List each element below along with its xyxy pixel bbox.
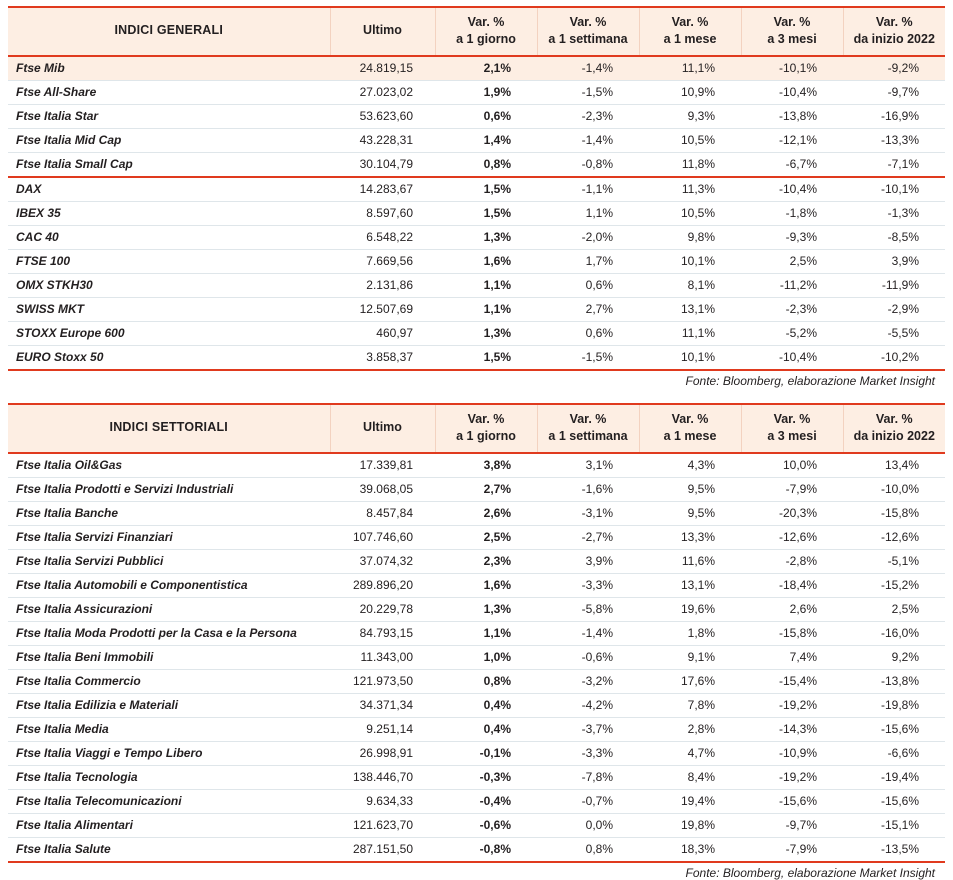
header-line1: Var. % — [875, 411, 913, 426]
last-value-cell: 287.151,50 — [352, 842, 413, 856]
var-1w-cell: -0,7% — [537, 789, 639, 813]
var-3m-cell: -19,2% — [741, 765, 843, 789]
var-1m-cell: 19,4% — [639, 789, 741, 813]
table-row — [8, 104, 945, 128]
var-1d-cell: -0,3% — [435, 765, 537, 789]
index-name-cell: Ftse Italia Beni Immobili — [8, 645, 330, 669]
var-1d-cell: 1,3% — [435, 225, 537, 249]
last-value-cell: 14.283,67 — [330, 177, 435, 202]
index-name-cell: Ftse Italia Servizi Finanziari — [8, 525, 330, 549]
table-row — [8, 453, 945, 478]
column-header-name: INDICI SETTORIALI — [8, 404, 330, 453]
header-line1: Var. % — [773, 15, 811, 29]
table-row — [8, 813, 945, 837]
index-name-cell: Ftse Italia Banche — [8, 501, 330, 525]
table-row — [8, 549, 945, 573]
index-name-cell: Ftse Italia Mid Cap — [8, 128, 330, 152]
var-ytd-cell: -10,1% — [843, 177, 945, 202]
var-1m-cell: 17,6% — [639, 669, 741, 693]
var-1d-cell: 1,3% — [435, 321, 537, 345]
table-row — [8, 56, 945, 81]
var-ytd-cell: -5,1% — [843, 549, 945, 573]
table-row — [8, 201, 945, 225]
var-ytd-cell: -9,7% — [843, 80, 945, 104]
index-name-cell: Ftse Italia Servizi Pubblici — [8, 549, 330, 573]
var-ytd-cell: -16,0% — [843, 621, 945, 645]
var-3m-cell: -11,2% — [741, 273, 843, 297]
var-1w-cell: -0,8% — [537, 152, 639, 177]
last-value-cell: 289.896,20 — [330, 573, 435, 597]
var-3m-cell: -12,1% — [741, 128, 843, 152]
var-1w-cell: -1,4% — [537, 621, 639, 645]
index-name-cell: Ftse Italia Prodotti e Servizi Industriali — [8, 477, 330, 501]
var-3m-cell: -18,4% — [741, 573, 843, 597]
index-name-cell: IBEX 35 — [8, 201, 330, 225]
var-1m-cell: 8,1% — [639, 273, 741, 297]
var-ytd-cell: -5,5% — [843, 321, 945, 345]
index-name-cell: OMX STKH30 — [8, 273, 330, 297]
var-ytd-cell: 3,9% — [843, 249, 945, 273]
var-1d-cell: 0,4% — [435, 717, 537, 741]
var-ytd-cell: -9,2% — [843, 56, 945, 81]
index-name-cell: Ftse Italia Salute — [16, 842, 111, 856]
var-1w-cell: -2,3% — [537, 104, 639, 128]
header-line1: Var. % — [671, 411, 709, 426]
table-row — [8, 128, 945, 152]
column-header-var-1d — [435, 7, 537, 56]
table-row — [8, 645, 945, 669]
table-row — [8, 837, 945, 861]
var-1m-cell: 10,5% — [639, 128, 741, 152]
var-1m-cell: 10,5% — [639, 201, 741, 225]
var-ytd-cell: -13,3% — [843, 128, 945, 152]
var-1m-cell: 9,5% — [639, 501, 741, 525]
column-header-last: Ultimo — [330, 7, 435, 56]
index-name-cell: Ftse Italia Small Cap — [8, 152, 330, 177]
var-1w-cell: -7,8% — [537, 765, 639, 789]
var-3m-cell: 10,0% — [741, 453, 843, 478]
var-ytd-cell: -15,1% — [843, 813, 945, 837]
var-1d-cell: 1,5% — [435, 201, 537, 225]
var-1w-cell: -1,4% — [537, 128, 639, 152]
var-1w-cell: -3,3% — [537, 573, 639, 597]
var-1w-cell: -3,1% — [537, 501, 639, 525]
column-header-var-3m — [741, 404, 843, 453]
var-1w-cell: 0,8% — [585, 842, 613, 856]
var-3m-cell: -7,9% — [741, 477, 843, 501]
var-ytd-cell: -10,2% — [880, 350, 919, 365]
var-1m-cell: 10,1% — [639, 249, 741, 273]
table-row — [8, 321, 945, 345]
header-row — [8, 7, 945, 56]
source-note-generali: Fonte: Bloomberg, elaborazione Market Insight — [685, 373, 935, 388]
column-header-var-1d — [435, 404, 537, 453]
var-3m-cell: -10,9% — [741, 741, 843, 765]
header-line2: a 1 settimana — [548, 31, 628, 46]
var-1m-cell: 13,3% — [639, 525, 741, 549]
table-body — [8, 56, 945, 369]
var-1m-cell: 11,1% — [639, 56, 741, 81]
var-3m-cell: -12,6% — [741, 525, 843, 549]
var-3m-cell: -2,8% — [741, 549, 843, 573]
var-3m-cell: -15,4% — [741, 669, 843, 693]
header-line2: a 1 mese — [663, 428, 717, 443]
index-name-cell: Ftse Italia Commercio — [8, 669, 330, 693]
column-header-var-3m — [741, 7, 843, 56]
var-3m-cell: -2,3% — [741, 297, 843, 321]
table-row — [8, 621, 945, 645]
var-3m-cell: -14,3% — [741, 717, 843, 741]
index-name-cell: Ftse Italia Viaggi e Tempo Libero — [8, 741, 330, 765]
var-ytd-cell: 13,4% — [843, 453, 945, 478]
last-value-cell: 138.446,70 — [330, 765, 435, 789]
var-1w-cell: -4,2% — [537, 693, 639, 717]
index-name-cell: SWISS MKT — [8, 297, 330, 321]
var-1w-cell: 1,1% — [537, 201, 639, 225]
var-ytd-cell: -15,6% — [843, 789, 945, 813]
var-1d-cell: 0,8% — [435, 669, 537, 693]
header-line2: a 1 giorno — [456, 428, 516, 443]
var-ytd-cell: -11,9% — [843, 273, 945, 297]
table-row — [8, 297, 945, 321]
var-ytd-cell: -15,6% — [843, 717, 945, 741]
last-value-cell: 20.229,78 — [330, 597, 435, 621]
var-ytd-cell: -15,8% — [843, 501, 945, 525]
last-value-cell: 11.343,00 — [330, 645, 435, 669]
index-name-cell: CAC 40 — [8, 225, 330, 249]
header-line1: Var. % — [467, 15, 505, 29]
var-1d-cell: 1,3% — [435, 597, 537, 621]
last-value-cell: 9.634,33 — [330, 789, 435, 813]
var-1m-cell: 2,8% — [639, 717, 741, 741]
table-header — [8, 7, 945, 56]
var-1d-cell: 1,6% — [435, 249, 537, 273]
column-header-var-ytd — [843, 404, 945, 453]
last-value-cell: 460,97 — [330, 321, 435, 345]
last-value-cell: 27.023,02 — [330, 80, 435, 104]
var-ytd-cell: -19,4% — [843, 765, 945, 789]
header-line2: a 3 mesi — [767, 428, 817, 443]
table-row — [8, 225, 945, 249]
table-row — [8, 741, 945, 765]
var-ytd-cell: -8,5% — [843, 225, 945, 249]
var-1m-cell: 11,6% — [639, 549, 741, 573]
var-1m-cell: 19,8% — [639, 813, 741, 837]
var-1d-cell: 1,5% — [435, 177, 537, 202]
table-row — [8, 249, 945, 273]
index-name-cell: Ftse Mib — [8, 56, 330, 81]
header-line1: Var. % — [569, 411, 607, 426]
last-value-cell: 107.746,60 — [330, 525, 435, 549]
header-line2: a 1 giorno — [456, 31, 516, 46]
var-1w-cell: -0,6% — [537, 645, 639, 669]
var-1d-cell: 1,6% — [435, 573, 537, 597]
var-3m-cell: 2,6% — [741, 597, 843, 621]
header-line1: Var. % — [875, 15, 913, 29]
column-header-var-ytd — [843, 7, 945, 56]
last-value-cell: 121.973,50 — [330, 669, 435, 693]
var-1w-cell: 0,6% — [537, 273, 639, 297]
var-1w-cell: -1,4% — [537, 56, 639, 81]
var-ytd-cell: -10,0% — [843, 477, 945, 501]
var-1w-cell: -1,5% — [537, 80, 639, 104]
var-1m-cell: 13,1% — [639, 573, 741, 597]
var-1m-cell: 9,5% — [639, 477, 741, 501]
var-1d-cell: 3,8% — [435, 453, 537, 478]
table-row — [8, 501, 945, 525]
var-1m-cell: 11,8% — [639, 152, 741, 177]
var-1m-cell: 9,1% — [639, 645, 741, 669]
last-value-cell: 30.104,79 — [330, 152, 435, 177]
var-1d-cell: 1,5% — [483, 350, 511, 365]
table-body — [8, 453, 945, 861]
var-ytd-cell: -1,3% — [843, 201, 945, 225]
table-row — [8, 669, 945, 693]
header-line1: Var. % — [773, 411, 811, 426]
last-value-cell: 24.819,15 — [330, 56, 435, 81]
var-1m-cell: 4,3% — [639, 453, 741, 478]
last-value-cell: 7.669,56 — [330, 249, 435, 273]
var-1d-cell: 1,1% — [435, 273, 537, 297]
var-1w-cell: 2,7% — [537, 297, 639, 321]
var-1d-cell: -0,4% — [435, 789, 537, 813]
var-ytd-cell: -15,2% — [843, 573, 945, 597]
last-value-cell: 17.339,81 — [330, 453, 435, 478]
var-ytd-cell: 2,5% — [843, 597, 945, 621]
header-line2: a 1 mese — [663, 31, 717, 46]
last-value-cell: 8.597,60 — [330, 201, 435, 225]
index-name-cell: Ftse Italia Tecnologia — [8, 765, 330, 789]
var-3m-cell: -10,1% — [741, 56, 843, 81]
var-1w-cell: -1,1% — [537, 177, 639, 202]
var-1w-cell: -3,7% — [537, 717, 639, 741]
var-1m-cell: 1,8% — [639, 621, 741, 645]
indici-generali-table — [8, 6, 945, 369]
header-line2: da inizio 2022 — [853, 428, 935, 443]
index-name-cell: Ftse Italia Oil&Gas — [8, 453, 330, 478]
index-name-cell: Ftse Italia Moda Prodotti per la Casa e la Persona — [8, 621, 330, 645]
var-3m-cell: -15,8% — [741, 621, 843, 645]
var-1w-cell: 3,1% — [537, 453, 639, 478]
var-1w-cell: 0,0% — [537, 813, 639, 837]
last-value-cell: 8.457,84 — [330, 501, 435, 525]
table-row — [8, 765, 945, 789]
var-1d-cell: 2,6% — [435, 501, 537, 525]
var-1m-cell: 19,6% — [639, 597, 741, 621]
last-value-cell: 2.131,86 — [330, 273, 435, 297]
var-1d-cell: 2,1% — [435, 56, 537, 81]
table-row — [8, 693, 945, 717]
table-row — [8, 789, 945, 813]
last-value-cell: 9.251,14 — [330, 717, 435, 741]
header-line1: Var. % — [569, 15, 607, 29]
last-value-cell: 43.228,31 — [330, 128, 435, 152]
var-1w-cell: 1,7% — [537, 249, 639, 273]
var-3m-cell: -13,8% — [741, 104, 843, 128]
last-value-cell: 121.623,70 — [330, 813, 435, 837]
table-row — [8, 345, 945, 369]
var-1d-cell: -0,1% — [435, 741, 537, 765]
var-3m-cell: 7,4% — [741, 645, 843, 669]
header-line1: Var. % — [671, 15, 709, 29]
indici-settoriali-table — [8, 403, 945, 861]
index-name-cell: Ftse Italia Alimentari — [8, 813, 330, 837]
var-1d-cell: 1,9% — [435, 80, 537, 104]
table-row — [8, 573, 945, 597]
index-name-cell: Ftse Italia Edilizia e Materiali — [8, 693, 330, 717]
header-line2: da inizio 2022 — [853, 31, 935, 46]
column-header-var-1w — [537, 7, 639, 56]
var-1d-cell: -0,6% — [435, 813, 537, 837]
var-1m-cell: 18,3% — [680, 842, 715, 856]
var-3m-cell: -10,4% — [741, 80, 843, 104]
var-1d-cell: 1,4% — [435, 128, 537, 152]
var-1m-cell: 4,7% — [639, 741, 741, 765]
var-1m-cell: 7,8% — [639, 693, 741, 717]
var-1m-cell: 8,4% — [639, 765, 741, 789]
var-1w-cell: -1,5% — [581, 350, 613, 365]
header-line2: a 3 mesi — [767, 31, 817, 46]
var-3m-cell: -1,8% — [741, 201, 843, 225]
var-1d-cell: 0,8% — [435, 152, 537, 177]
var-1d-cell: 1,1% — [435, 621, 537, 645]
var-1w-cell: -2,7% — [537, 525, 639, 549]
var-3m-cell: -19,2% — [741, 693, 843, 717]
column-header-var-1m — [639, 404, 741, 453]
var-1w-cell: 3,9% — [537, 549, 639, 573]
var-1d-cell: 0,4% — [435, 693, 537, 717]
var-1d-cell: 0,6% — [435, 104, 537, 128]
last-value-cell: 34.371,34 — [330, 693, 435, 717]
header-row — [8, 404, 945, 453]
var-ytd-cell: -19,8% — [843, 693, 945, 717]
table-row — [8, 273, 945, 297]
var-3m-cell: -15,6% — [741, 789, 843, 813]
last-value-cell: 53.623,60 — [330, 104, 435, 128]
section-spacer — [8, 388, 945, 401]
last-value-cell: 6.548,22 — [330, 225, 435, 249]
table-row — [8, 477, 945, 501]
column-header-var-1w — [537, 404, 639, 453]
header-line1: Var. % — [467, 411, 505, 426]
var-1w-cell: -3,2% — [537, 669, 639, 693]
column-header-name: INDICI GENERALI — [8, 7, 330, 56]
table-row — [8, 597, 945, 621]
column-header-last: Ultimo — [330, 404, 435, 453]
index-name-cell: Ftse Italia Media — [8, 717, 330, 741]
var-1m-cell: 9,3% — [639, 104, 741, 128]
var-1d-cell: 2,5% — [435, 525, 537, 549]
var-1d-cell: 2,3% — [435, 549, 537, 573]
var-ytd-cell: -7,1% — [843, 152, 945, 177]
var-1d-cell: 1,0% — [435, 645, 537, 669]
var-3m-cell: 2,5% — [741, 249, 843, 273]
var-ytd-cell: 9,2% — [843, 645, 945, 669]
var-1d-cell: -0,8% — [479, 842, 511, 856]
last-value-cell: 26.998,91 — [330, 741, 435, 765]
var-1d-cell: 2,7% — [435, 477, 537, 501]
table-row — [8, 152, 945, 177]
table-row — [8, 717, 945, 741]
var-3m-cell: -20,3% — [741, 501, 843, 525]
indici-settoriali-table-wrapper — [8, 403, 945, 863]
index-name-cell: DAX — [8, 177, 330, 202]
last-value-cell: 39.068,05 — [330, 477, 435, 501]
var-3m-cell: -6,7% — [741, 152, 843, 177]
var-1w-cell: -1,6% — [537, 477, 639, 501]
var-3m-cell: -10,4% — [741, 177, 843, 202]
indici-generali-table-wrapper — [8, 6, 945, 371]
var-3m-cell: -9,7% — [741, 813, 843, 837]
last-value-cell: 84.793,15 — [330, 621, 435, 645]
var-ytd-cell: -16,9% — [843, 104, 945, 128]
var-1w-cell: -2,0% — [537, 225, 639, 249]
var-1m-cell: 11,1% — [639, 321, 741, 345]
index-name-cell: FTSE 100 — [8, 249, 330, 273]
var-1w-cell: -5,8% — [537, 597, 639, 621]
last-value-cell: 12.507,69 — [330, 297, 435, 321]
var-1w-cell: -3,3% — [537, 741, 639, 765]
var-1m-cell: 10,9% — [639, 80, 741, 104]
var-ytd-cell: -13,8% — [843, 669, 945, 693]
index-name-cell: Ftse Italia Automobili e Componentistica — [8, 573, 330, 597]
index-name-cell: Ftse Italia Telecomunicazioni — [8, 789, 330, 813]
column-header-var-1m — [639, 7, 741, 56]
var-1m-cell: 11,3% — [639, 177, 741, 202]
var-ytd-cell: -6,6% — [843, 741, 945, 765]
index-name-cell: Ftse Italia Assicurazioni — [8, 597, 330, 621]
var-3m-cell: -5,2% — [741, 321, 843, 345]
header-line2: a 1 settimana — [548, 428, 628, 443]
table-row — [8, 177, 945, 202]
source-note-settoriali: Fonte: Bloomberg, elaborazione Market Insight — [685, 865, 935, 880]
var-1d-cell: 1,1% — [435, 297, 537, 321]
var-3m-cell: -9,3% — [741, 225, 843, 249]
table-row — [8, 80, 945, 104]
var-1m-cell: 10,1% — [680, 350, 715, 365]
var-1w-cell: 0,6% — [537, 321, 639, 345]
var-3m-cell: -10,4% — [778, 350, 817, 365]
var-ytd-cell: -12,6% — [843, 525, 945, 549]
var-3m-cell: -7,9% — [785, 842, 817, 856]
last-value-cell: 3.858,37 — [366, 350, 413, 365]
table-row — [8, 525, 945, 549]
table-header — [8, 404, 945, 453]
index-name-cell: STOXX Europe 600 — [8, 321, 330, 345]
var-1m-cell: 13,1% — [639, 297, 741, 321]
index-name-cell: Ftse All-Share — [8, 80, 330, 104]
var-1m-cell: 9,8% — [639, 225, 741, 249]
var-ytd-cell: -2,9% — [843, 297, 945, 321]
index-name-cell: Ftse Italia Star — [8, 104, 330, 128]
var-ytd-cell: -13,5% — [880, 842, 919, 856]
index-name-cell: EURO Stoxx 50 — [16, 350, 104, 365]
last-value-cell: 37.074,32 — [330, 549, 435, 573]
